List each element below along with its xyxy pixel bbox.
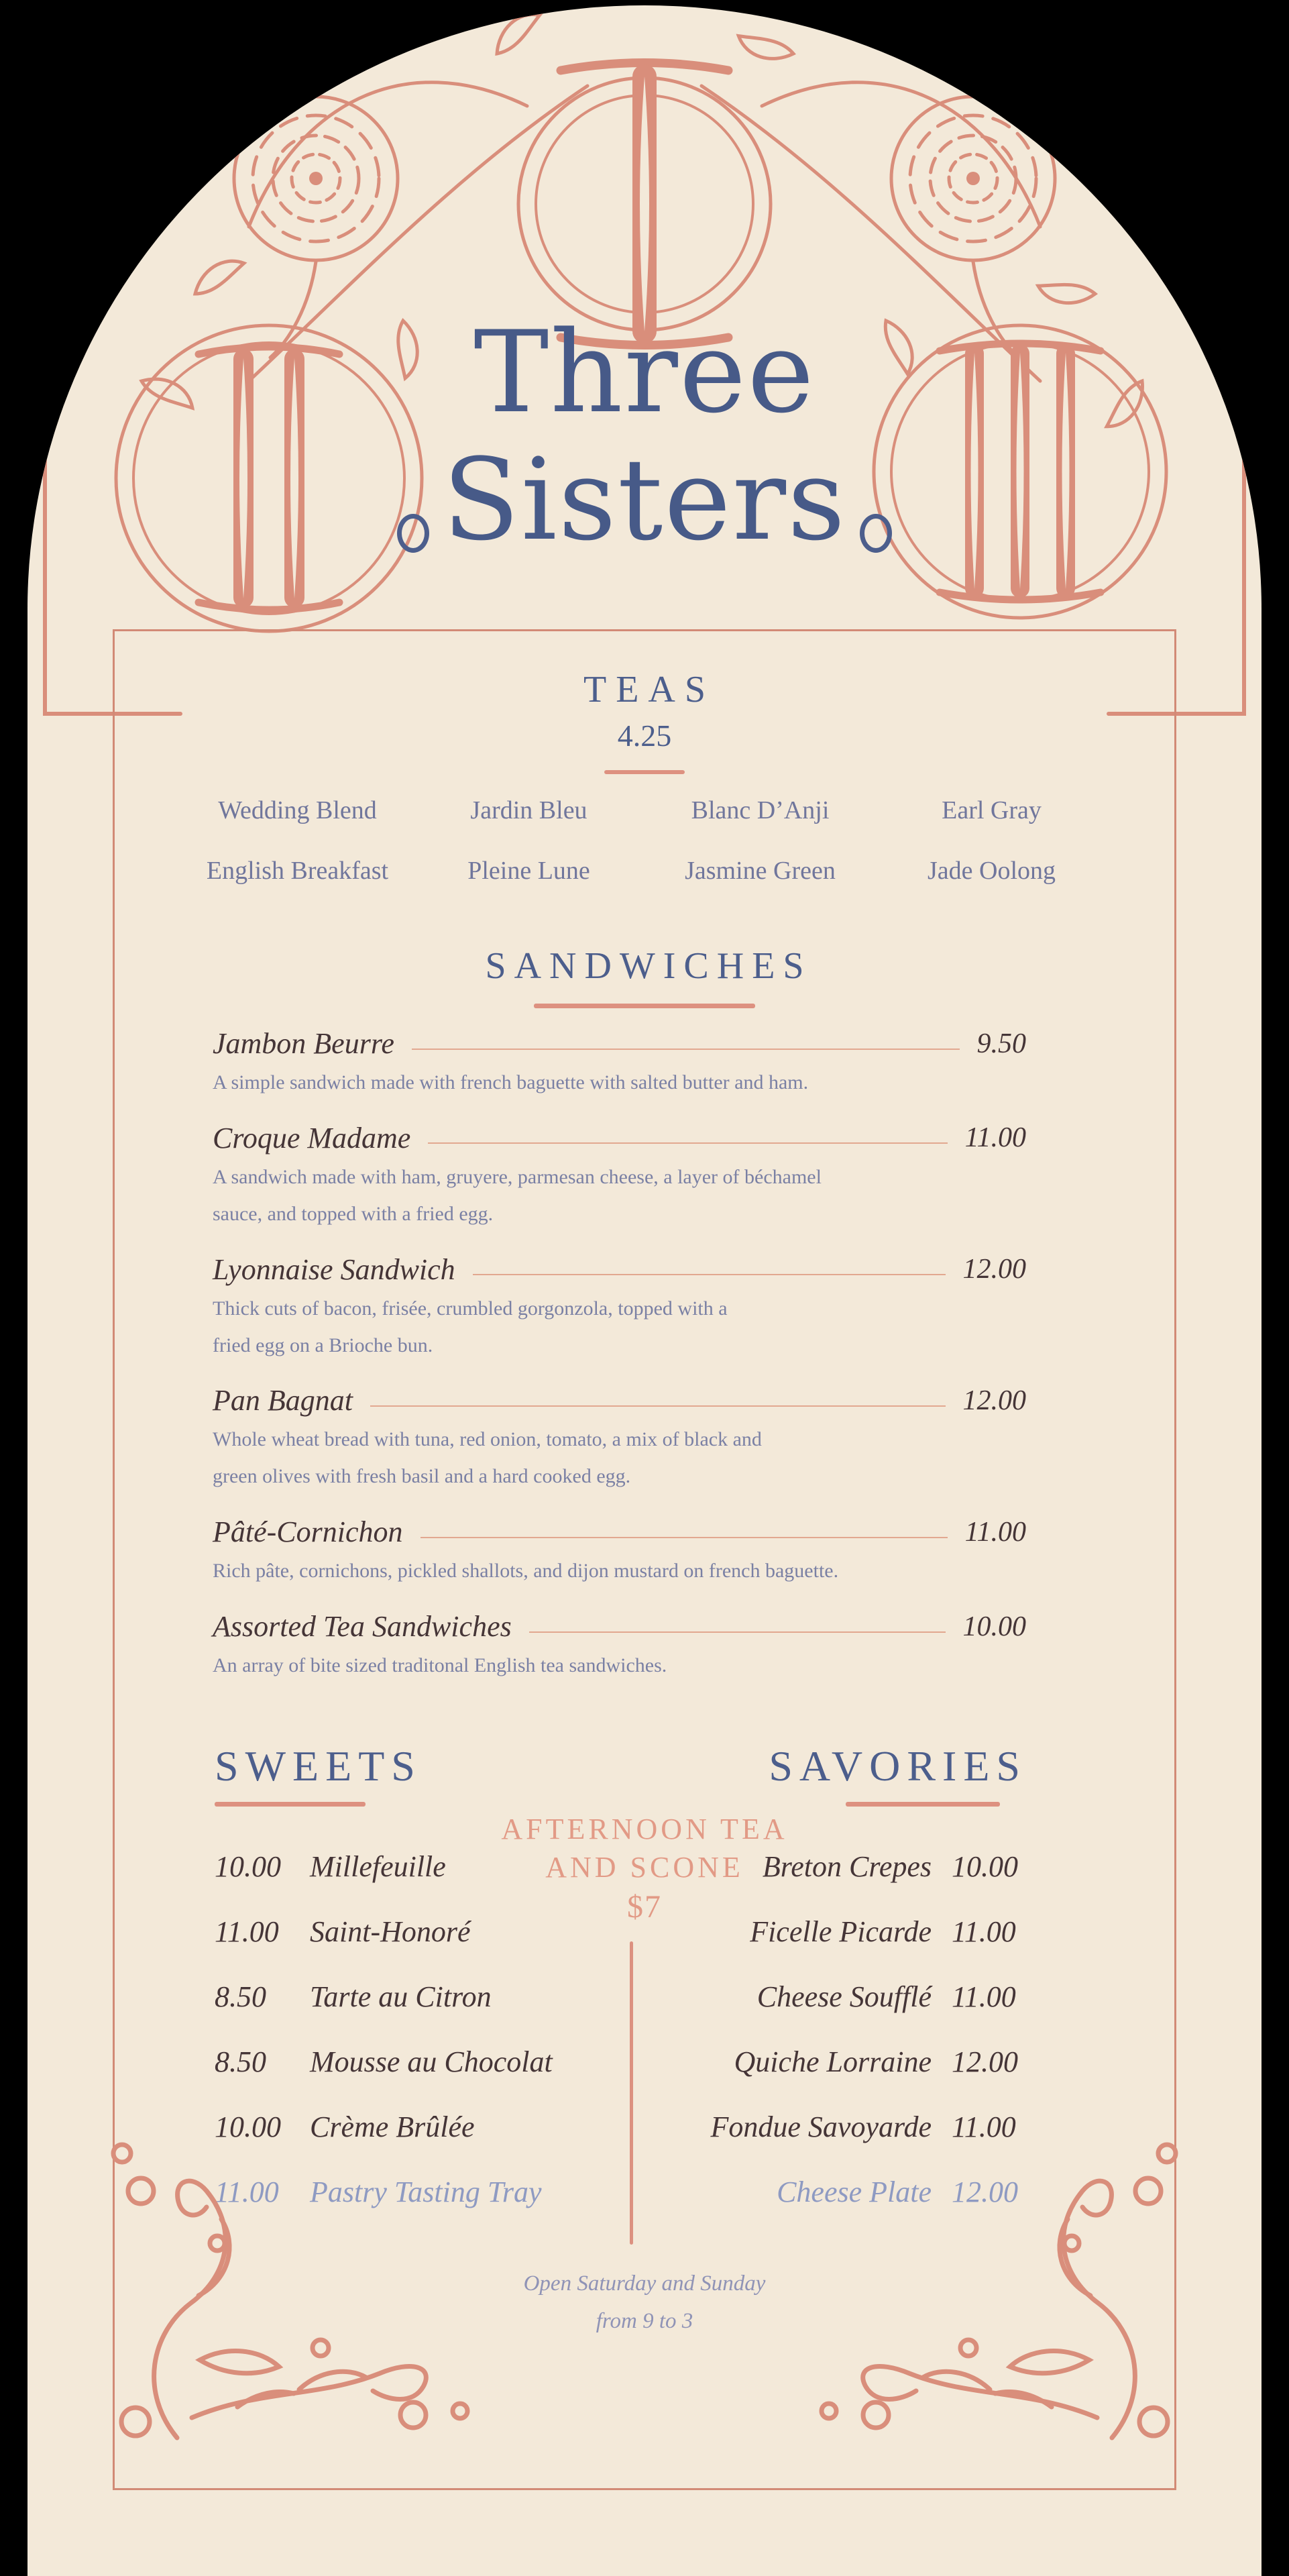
tea-item: Earl Gray	[942, 796, 1042, 824]
item-name: Mousse au Chocolat	[310, 2045, 553, 2078]
item-description: A simple sandwich made with french baguette with salted butter and ham.	[213, 1071, 809, 1093]
dotted-leader-line	[412, 1049, 960, 1050]
menu-item	[213, 1026, 1026, 1102]
sweets-section-heading: SWEETS	[215, 1742, 422, 1790]
special-line1: AFTERNOON TEA	[501, 1813, 788, 1845]
menu-item	[213, 1252, 1026, 1364]
item-name: Crème Brûlée	[310, 2110, 475, 2143]
item-name: Assorted Tea Sandwiches	[213, 1610, 512, 1644]
item-price: 12.00	[952, 2045, 1018, 2078]
item-name: Jambon Beurre	[213, 1027, 394, 1060]
menu-item	[213, 1515, 1026, 1590]
item-price: 12.00	[952, 2176, 1018, 2208]
dotted-leader-line	[473, 1274, 946, 1275]
sandwiches-underline	[534, 1004, 755, 1008]
item-name: Ficelle Picarde	[750, 1915, 932, 1948]
item-description: A sandwich made with ham, gruyere, parmesan cheese, a layer of béchamel sauce, and topped with a fried egg.	[213, 1165, 822, 1225]
item-price: 11.00	[952, 1915, 1016, 1948]
tea-item: Blanc D’Anji	[691, 796, 830, 824]
hours-line2: from 9 to 3	[596, 2309, 693, 2334]
tea-item: Jasmine Green	[685, 857, 836, 885]
dotted-leader-line	[428, 1142, 947, 1144]
item-price: 8.50	[215, 2045, 266, 2078]
tea-item: English Breakfast	[206, 857, 389, 885]
title-dot-left-icon	[397, 514, 429, 553]
item-price: 11.00	[964, 1516, 1026, 1548]
menu-card	[27, 5, 1262, 2576]
item-name: Fondue Savoyarde	[710, 2110, 932, 2143]
savories-section-heading: SAVORIES	[769, 1742, 1027, 1790]
menu-item	[213, 1121, 1026, 1233]
item-price: 11.00	[952, 2110, 1016, 2143]
restaurant-title-word1: Three	[473, 307, 816, 438]
item-price: 10.00	[962, 1611, 1026, 1642]
item-description: Whole wheat bread with tuna, red onion, tomato, a mix of black and green olives with fresh basil and a hard cooked egg.	[213, 1428, 762, 1488]
item-name: Cheese Plate	[777, 2176, 932, 2208]
restaurant-title-word2: Sisters	[442, 434, 847, 566]
sandwich-list	[213, 1026, 1026, 1704]
hours-line1: Open Saturday and Sunday	[523, 2271, 766, 2296]
menu-item	[557, 1834, 1027, 1899]
menu-item	[213, 1383, 1026, 1495]
item-description: Rich pâte, cornichons, pickled shallots, and dijon mustard on french baguette.	[213, 1560, 839, 1582]
item-description: Thick cuts of bacon, frisée, crumbled gorgonzola, topped with a fried egg on a Brioche bun.	[213, 1297, 728, 1356]
item-price: 10.00	[952, 1850, 1018, 1883]
item-name: Lyonnaise Sandwich	[213, 1252, 455, 1286]
item-name: Quiche Lorraine	[734, 2045, 932, 2078]
menu-item	[215, 1964, 553, 2029]
item-price: 11.00	[952, 1980, 1016, 2013]
savories-underline	[846, 1802, 1000, 1807]
corner-flourish-right-icon	[816, 2124, 1191, 2446]
item-price: 8.50	[215, 1980, 266, 2013]
item-name: Pâté-Cornichon	[213, 1515, 403, 1549]
item-name: Tarte au Citron	[310, 1980, 492, 2013]
teas-price: 4.25	[617, 718, 672, 753]
dotted-leader-line	[421, 1537, 948, 1538]
teas-section-heading: TEAS	[583, 669, 715, 710]
title-dot-right-icon	[860, 514, 892, 553]
item-name: Breton Crepes	[762, 1850, 932, 1883]
item-price: 11.00	[215, 1915, 279, 1948]
menu-item	[557, 2029, 1027, 2094]
menu-item	[215, 2029, 553, 2094]
item-price: 10.00	[215, 2110, 281, 2143]
menu-item	[213, 1609, 1026, 1684]
teas-underline	[604, 770, 685, 774]
item-price: 11.00	[215, 2176, 279, 2208]
special-line2: AND SCONE	[545, 1851, 744, 1884]
item-price: 12.00	[962, 1385, 1026, 1416]
item-name: Croque Madame	[213, 1121, 411, 1155]
sweets-underline	[215, 1802, 366, 1807]
tea-item: Wedding Blend	[218, 796, 377, 824]
item-price: 11.00	[964, 1122, 1026, 1154]
corner-flourish-left-icon	[98, 2124, 473, 2446]
item-name: Millefeuille	[310, 1850, 446, 1883]
dotted-leader-line	[370, 1405, 946, 1407]
dotted-leader-line	[529, 1631, 946, 1633]
item-name: Pan Bagnat	[213, 1384, 353, 1417]
tea-list	[182, 796, 1107, 885]
menu-item	[557, 1964, 1027, 2029]
sandwiches-section-heading: SANDWICHES	[485, 945, 812, 987]
item-price: 10.00	[215, 1850, 281, 1883]
item-price: 9.50	[976, 1028, 1026, 1059]
item-name: Pastry Tasting Tray	[310, 2176, 542, 2208]
tea-item: Pleine Lune	[467, 857, 590, 885]
item-price: 12.00	[962, 1254, 1026, 1285]
menu-item	[557, 1899, 1027, 1964]
item-name: Saint-Honoré	[310, 1915, 471, 1948]
tea-item: Jardin Bleu	[470, 796, 587, 824]
item-description: An array of bite sized traditonal English tea sandwiches.	[213, 1654, 667, 1677]
item-name: Cheese Soufflé	[756, 1980, 932, 2013]
tea-item: Jade Oolong	[927, 857, 1056, 885]
special-price: $7	[627, 1889, 662, 1925]
